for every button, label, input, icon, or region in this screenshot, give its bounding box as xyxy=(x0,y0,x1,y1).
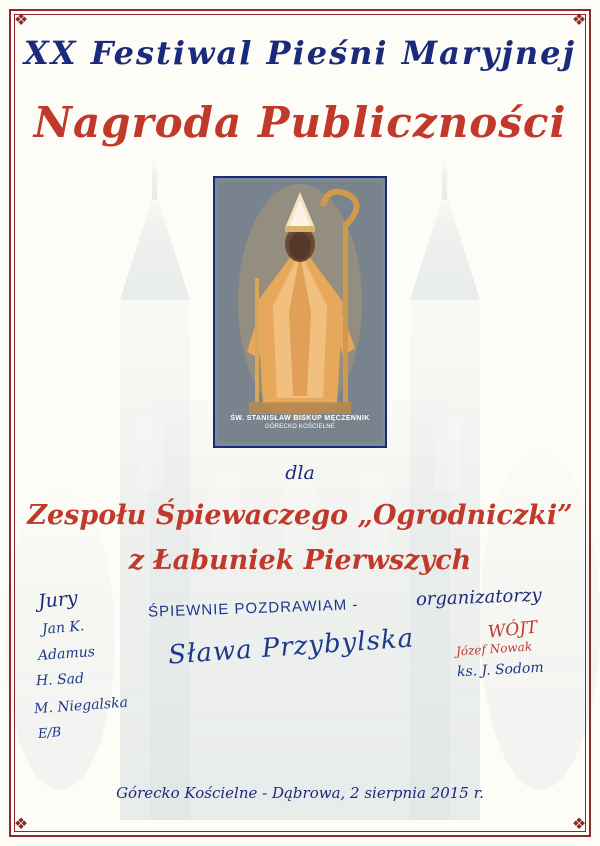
corner-ornament-icon: ❖ xyxy=(13,816,29,833)
organizer-signature: ks. J. Sodom xyxy=(456,659,545,681)
saint-name: ŚW. STANISŁAW BISKUP MĘCZENNIK xyxy=(230,415,370,422)
corner-ornament-icon: ❖ xyxy=(571,816,587,833)
main-signature: Sława Przybylska xyxy=(167,623,416,671)
corner-ornament-icon: ❖ xyxy=(13,12,29,29)
jury-label: Jury xyxy=(36,586,79,614)
jury-signature: Adamus xyxy=(37,644,96,664)
saint-location: GÓRECKO KOŚCIELNE xyxy=(264,424,336,430)
organizers-label: organizatorzy xyxy=(416,584,543,611)
handwritten-greeting: ŚPIEWNIE POZDRAWIAM - xyxy=(147,596,359,621)
saint-illustration-icon xyxy=(219,182,381,442)
place-and-date: Górecko Kościelne - Dąbrowa, 2 sierpnia 2015 r. xyxy=(116,784,484,802)
corner-ornament-icon: ❖ xyxy=(571,12,587,29)
festival-title: XX Festiwal Pieśni Maryjnej xyxy=(23,34,577,72)
jury-signature: E/B xyxy=(37,725,63,742)
jury-signature: M. Niegalska xyxy=(33,694,129,718)
award-title: Nagroda Publiczności xyxy=(33,98,567,147)
saint-image-caption xyxy=(219,414,381,432)
recipient-line-1: Zespołu Śpiewaczego „Ogrodniczki” xyxy=(27,500,573,531)
jury-signature: Jan K. xyxy=(41,618,85,638)
jury-signature: H. Sad xyxy=(35,670,85,690)
organizer-signature: WÓJT xyxy=(487,617,539,643)
saint-image xyxy=(219,182,381,442)
organizer-signature: Józef Nowak xyxy=(455,639,533,659)
recipient-line-2: z Łabuniek Pierwszych xyxy=(128,545,472,576)
for-label: dla xyxy=(285,462,315,484)
saint-image-frame xyxy=(213,176,387,448)
